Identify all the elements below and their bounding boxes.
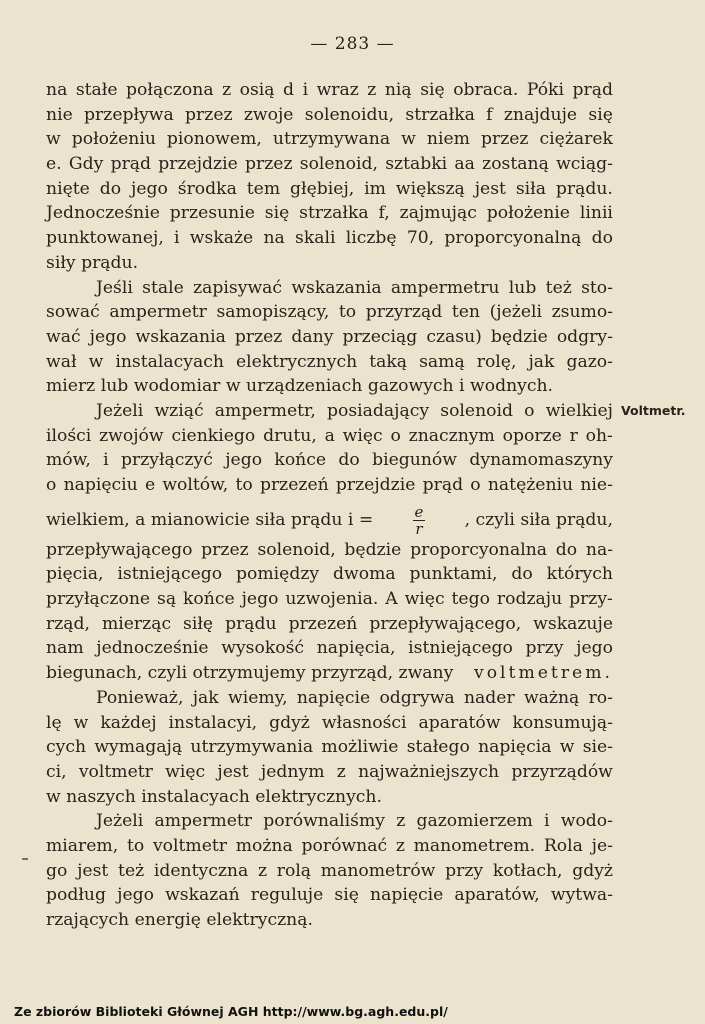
word: biegunów xyxy=(372,450,457,471)
word: obraca. xyxy=(453,80,519,100)
word: więc xyxy=(404,589,445,610)
word: przyrządów xyxy=(511,761,613,782)
word: ampermetr xyxy=(109,302,207,323)
word: ro- xyxy=(588,687,613,708)
word: się xyxy=(420,80,445,100)
word: wskaże xyxy=(189,228,254,249)
word: im xyxy=(364,178,386,199)
word: wysokość xyxy=(221,638,305,659)
word: do xyxy=(591,228,613,249)
word: przy xyxy=(525,638,564,659)
word: nięte xyxy=(46,178,90,199)
word: aparatów xyxy=(418,712,501,733)
word: do xyxy=(511,564,533,585)
text-line xyxy=(46,152,613,177)
text-line xyxy=(46,859,613,884)
text-line: siły prądu. xyxy=(46,252,139,273)
word: mierząc xyxy=(101,613,172,634)
word: będzie xyxy=(490,326,548,347)
word: odgry- xyxy=(556,326,613,347)
word: każdej xyxy=(100,712,157,733)
word: z xyxy=(257,860,268,881)
word: oh- xyxy=(585,425,613,446)
text-line xyxy=(46,538,613,563)
word: A xyxy=(385,589,398,610)
word: jest xyxy=(217,761,249,782)
word: większą xyxy=(395,178,465,199)
text-line xyxy=(46,587,613,612)
text-line xyxy=(46,448,613,473)
word: też xyxy=(545,277,572,298)
word: wziąć xyxy=(154,400,204,421)
word: 70, xyxy=(406,228,435,249)
word: się xyxy=(264,203,290,224)
formula-text-before: wielkiem, a mianowicie siła prądu i = xyxy=(46,510,374,531)
word: siłę xyxy=(183,613,214,634)
voltmetr-term: voltmetrem. xyxy=(474,663,613,684)
word: dwoma xyxy=(333,564,396,585)
word: konsumują- xyxy=(512,712,613,733)
word: elektrycznych xyxy=(235,351,358,372)
word: rodzaju xyxy=(496,589,563,610)
word: wskazań xyxy=(165,885,240,906)
word: jak xyxy=(528,351,555,372)
word: przez xyxy=(201,539,249,560)
word: oporze xyxy=(502,425,562,446)
word: jego xyxy=(225,450,263,471)
word: jego xyxy=(117,885,154,906)
word: r xyxy=(569,425,578,446)
word: natężeniu xyxy=(487,475,574,495)
word: Gdy xyxy=(68,154,104,175)
formula-text-after: , czyli siła prądu, xyxy=(464,510,613,531)
word: stale xyxy=(142,277,184,298)
word: manometrem. xyxy=(413,835,536,856)
word: na xyxy=(263,228,285,249)
word: się xyxy=(334,885,359,906)
word: o xyxy=(46,475,57,495)
word: rząd, xyxy=(46,613,90,634)
word: prądu xyxy=(225,613,277,634)
text-line xyxy=(46,834,613,859)
word: nie- xyxy=(580,475,613,495)
text-line: rzających energię elektryczną. xyxy=(46,910,313,930)
word: gdyż xyxy=(269,712,310,733)
word: nie xyxy=(46,104,73,125)
text-line xyxy=(46,78,613,103)
word: nią xyxy=(384,80,412,100)
word: wymagają xyxy=(94,737,183,758)
word: Jeżeli xyxy=(96,811,144,832)
formula-line xyxy=(46,500,613,542)
text-line xyxy=(46,276,613,301)
word: więc xyxy=(165,761,206,782)
word: aparatów, xyxy=(454,885,540,906)
word: to xyxy=(126,835,145,856)
page-number: — 283 — xyxy=(310,34,395,54)
word: napięciu xyxy=(63,475,138,495)
word: gazomierzem xyxy=(416,811,533,832)
text-line xyxy=(46,399,613,424)
word: linii xyxy=(579,203,613,224)
word: przezeń xyxy=(259,475,329,495)
word: sować xyxy=(46,302,100,323)
word: podług xyxy=(46,885,106,906)
text-line xyxy=(46,612,613,637)
word: osią xyxy=(239,80,275,100)
text-line xyxy=(46,735,613,760)
word: o xyxy=(390,425,401,446)
text-line xyxy=(46,636,613,661)
word: jednym xyxy=(260,761,325,782)
word: pomiędzy xyxy=(236,564,320,585)
word: instalacyi, xyxy=(168,712,258,733)
word: dany xyxy=(291,326,334,347)
word: możliwie xyxy=(321,737,399,758)
word: głębiej, xyxy=(290,178,355,199)
word: ampermetru xyxy=(390,277,500,298)
library-footer: Ze zbiorów Biblioteki Głównej AGH http://www.bg.agh.edu.pl/ xyxy=(14,1004,448,1019)
word: jego xyxy=(131,178,168,199)
word: e. xyxy=(46,154,62,175)
word: wskazania xyxy=(291,277,382,298)
word: napięcie xyxy=(296,687,371,708)
word: rolą xyxy=(276,860,312,881)
word: przepływającego, xyxy=(369,613,522,634)
word: wskazania xyxy=(135,326,226,347)
fraction xyxy=(413,504,426,537)
word: napięcie xyxy=(370,885,444,906)
word: wiemy, xyxy=(228,687,288,708)
word: ci, xyxy=(46,761,67,782)
word: pięcia, xyxy=(46,564,104,585)
word: przy- xyxy=(569,589,613,610)
word: ampermetr, xyxy=(214,400,316,421)
word: strzałka xyxy=(405,104,475,125)
word: przez xyxy=(185,104,233,125)
text-line xyxy=(46,201,613,226)
word: cienkiego xyxy=(171,425,256,446)
word: i xyxy=(544,811,550,832)
word: wodo- xyxy=(560,811,613,832)
word: jest xyxy=(77,860,109,881)
word: uzwojenia. xyxy=(285,589,379,610)
word: jego xyxy=(576,638,613,659)
word: tego xyxy=(451,589,490,610)
word: więc xyxy=(342,425,383,446)
word: z xyxy=(336,761,346,782)
word: lę xyxy=(46,712,62,733)
word: końce xyxy=(183,589,235,610)
word: reguluje xyxy=(250,885,324,906)
word: punktowanej, xyxy=(46,228,164,249)
text-line xyxy=(46,711,613,736)
word: na xyxy=(46,80,68,100)
word: to xyxy=(338,302,357,323)
word: gdyż xyxy=(572,860,613,881)
word: pionowem, xyxy=(166,129,262,150)
word: identyczna xyxy=(153,860,249,881)
word: nader xyxy=(463,687,515,708)
word: d xyxy=(283,80,295,100)
word: zwojów xyxy=(99,425,164,446)
word: zostaną xyxy=(482,154,549,175)
word: istniejącego xyxy=(408,638,513,659)
word: ważną xyxy=(523,687,580,708)
word: Jeżeli xyxy=(96,400,144,421)
word: je- xyxy=(591,835,613,856)
word: woltów, xyxy=(162,475,229,495)
word: sztabki xyxy=(385,154,448,175)
word: jego xyxy=(241,589,279,610)
word: napięcia xyxy=(478,737,552,758)
word: samą xyxy=(419,351,465,372)
word: porównaliśmy xyxy=(263,811,385,832)
word: Jednocześnie xyxy=(46,203,160,224)
word: z xyxy=(222,80,232,100)
text-line xyxy=(46,883,613,908)
word: voltmetr xyxy=(78,761,153,782)
word: o xyxy=(524,400,535,421)
word: proporcyonalna xyxy=(410,539,548,560)
word: w xyxy=(46,129,61,150)
text-line xyxy=(46,226,613,251)
word: siła xyxy=(515,178,546,199)
word: prąd xyxy=(110,154,152,175)
word: zajmując xyxy=(399,203,477,224)
body-text xyxy=(46,78,613,933)
word: Ponieważ, xyxy=(96,687,184,708)
word: o xyxy=(470,475,481,495)
word: wytwa- xyxy=(550,885,613,906)
word: skali xyxy=(295,228,336,249)
word: będzie xyxy=(344,539,402,560)
word: się xyxy=(588,104,613,125)
word: prądu. xyxy=(555,178,613,199)
word: ten xyxy=(451,302,480,323)
word: najważniejszych xyxy=(358,761,500,782)
word: instalacyach xyxy=(115,351,224,372)
word: znacznym xyxy=(408,425,495,446)
word: e xyxy=(144,475,156,495)
margin-dash-mark xyxy=(22,858,28,860)
word: proporcyonalną xyxy=(444,228,582,249)
word: wskazuje xyxy=(533,613,613,634)
word: ampermetr xyxy=(154,811,253,832)
word: ilości xyxy=(46,425,92,446)
word: strzałka xyxy=(299,203,369,224)
word: przepływa xyxy=(84,104,174,125)
word: zapisywać xyxy=(193,277,283,298)
word: przyłączyć xyxy=(121,450,213,471)
word: miarem, xyxy=(46,835,119,856)
word: połączona xyxy=(126,80,214,100)
word: i xyxy=(174,228,180,249)
word: przepływającego xyxy=(46,539,193,560)
word: w xyxy=(401,129,416,150)
word: przy xyxy=(445,860,484,881)
word: istniejącego xyxy=(117,564,223,585)
word: których xyxy=(546,564,613,585)
text-line xyxy=(46,562,613,587)
word: położeniu xyxy=(71,129,156,150)
word: własności xyxy=(321,712,407,733)
word: przejdzie xyxy=(158,154,238,175)
word: zsumo- xyxy=(551,302,613,323)
word: f, xyxy=(378,203,390,224)
word: czasu) xyxy=(426,326,482,347)
word: (jeżeli xyxy=(489,302,542,323)
word: na- xyxy=(585,539,613,560)
word: jest xyxy=(474,178,506,199)
word: prąd xyxy=(572,80,613,100)
word: odgrywa xyxy=(379,687,455,708)
word: do xyxy=(555,539,578,560)
text-span: biegunach, czyli otrzymujemy przyrząd, zwany xyxy=(46,663,454,684)
word: prąd xyxy=(422,475,464,495)
text-line: w naszych instalacyach elektrycznych. xyxy=(46,786,382,807)
word: w xyxy=(559,737,575,758)
word: też xyxy=(118,860,145,881)
word: sie- xyxy=(582,737,613,758)
text-line xyxy=(46,473,613,498)
word: drutu, xyxy=(263,425,317,446)
word: sto- xyxy=(581,277,613,298)
word: aa xyxy=(454,154,475,175)
word: manometrów xyxy=(320,860,436,881)
word: przyrząd xyxy=(365,302,443,323)
word: rolę, xyxy=(476,351,517,372)
word: z xyxy=(396,811,406,832)
word: samopiszący, xyxy=(216,302,330,323)
word: do xyxy=(99,178,122,199)
word: wciąg- xyxy=(556,154,613,175)
word: Rola xyxy=(543,835,583,856)
word: solenoid, xyxy=(299,154,378,175)
word: punktami, xyxy=(409,564,498,585)
word: i xyxy=(103,450,109,471)
word: voltmetr xyxy=(152,835,227,856)
word: posiadający xyxy=(327,400,430,421)
word: wać xyxy=(46,326,81,347)
word: nam xyxy=(46,638,84,659)
word: solenoidu, xyxy=(304,104,395,125)
word: jak xyxy=(192,687,219,708)
word: do xyxy=(338,450,360,471)
text-line xyxy=(46,350,613,375)
word: przesunie xyxy=(169,203,255,224)
text-line xyxy=(46,127,613,152)
word: tem xyxy=(246,178,281,199)
word: znajduje xyxy=(503,104,578,125)
word: ciężarek xyxy=(539,129,613,150)
word: w xyxy=(73,712,89,733)
word: utrzymywana xyxy=(272,129,391,150)
fraction-denominator: r xyxy=(415,520,423,539)
word: środka xyxy=(177,178,237,199)
word: niem xyxy=(426,129,470,150)
word: napięcia, xyxy=(316,638,396,659)
word: są xyxy=(157,589,177,610)
word: wraz xyxy=(316,80,359,100)
word: a xyxy=(324,425,335,446)
word: solenoid xyxy=(440,400,514,421)
word: gazo- xyxy=(566,351,613,372)
word: w xyxy=(88,351,104,372)
word: lub xyxy=(508,277,537,298)
word: utrzymywania xyxy=(190,737,314,758)
text-line xyxy=(46,760,613,785)
word: przyłączone xyxy=(46,589,151,610)
word: go xyxy=(46,860,68,881)
word: przez xyxy=(245,154,293,175)
word: kotłach, xyxy=(492,860,563,881)
word: wał xyxy=(46,351,77,372)
word: zwoje xyxy=(243,104,294,125)
word: stałe xyxy=(75,80,118,100)
text-line xyxy=(46,661,613,686)
word: jednocześnie xyxy=(96,638,209,659)
text-line xyxy=(46,686,613,711)
word: jego xyxy=(89,326,127,347)
word: i xyxy=(302,80,309,100)
word: wielkiej xyxy=(545,400,613,421)
word: cych xyxy=(46,737,87,758)
word: przez xyxy=(234,326,283,347)
word: przezeń xyxy=(288,613,358,634)
word: porównać xyxy=(301,835,388,856)
word: mów, xyxy=(46,450,91,471)
word: Jeśli xyxy=(96,277,133,298)
word: położenie xyxy=(486,203,570,224)
word: stałego xyxy=(406,737,470,758)
text-line: mierz lub wodomiar w urządzeniach gazowych i wodnych. xyxy=(46,376,554,397)
fraction-numerator: e xyxy=(414,503,424,522)
word: przeciąg xyxy=(342,326,418,347)
margin-note: Voltmetr. xyxy=(621,403,686,418)
word: f xyxy=(486,104,493,125)
word: liczbę xyxy=(345,228,397,249)
word: przejdzie xyxy=(335,475,416,495)
word: Póki xyxy=(526,80,564,100)
word: z xyxy=(367,80,377,100)
word: z xyxy=(395,835,405,856)
word: taką xyxy=(369,351,408,372)
word: to xyxy=(235,475,253,495)
text-line xyxy=(46,103,613,128)
text-line xyxy=(46,809,613,834)
text-line xyxy=(46,424,613,449)
text-line xyxy=(46,325,613,350)
text-line xyxy=(46,300,613,325)
word: dynamomaszyny xyxy=(469,450,613,471)
word: przez xyxy=(480,129,529,150)
word: można xyxy=(235,835,293,856)
text-line xyxy=(46,177,613,202)
word: solenoid, xyxy=(257,539,336,560)
word: końce xyxy=(274,450,327,471)
